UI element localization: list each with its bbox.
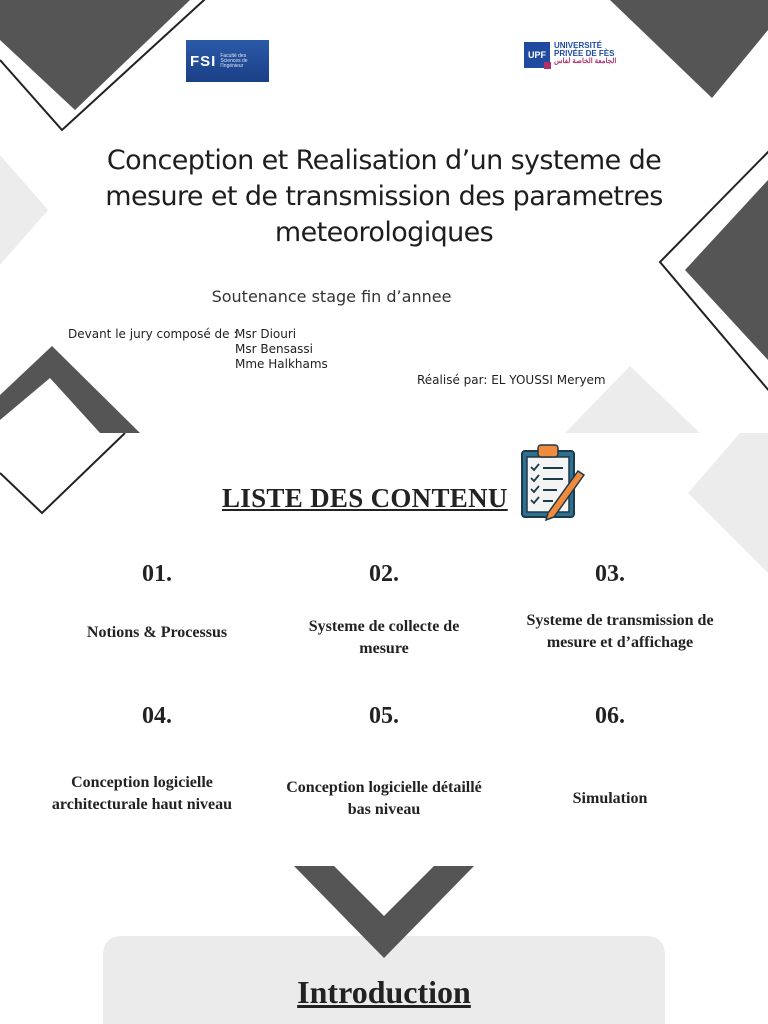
clipboard-checklist-icon — [518, 443, 586, 521]
deco-shape — [610, 0, 768, 98]
item-label-03: Systeme de transmission de mesure et d’affichage — [526, 612, 714, 651]
upf-logo-mark — [544, 62, 551, 69]
fsi-logo — [186, 40, 269, 82]
author: Réalisé par: EL YOUSSI Meryem — [417, 373, 606, 387]
deco-shape — [0, 433, 125, 513]
jury-member: Msr Diouri — [235, 327, 297, 341]
presentation-title: Conception et Realisation d’un systeme de mesure et de transmission des parametres meteorologiques — [105, 145, 663, 248]
presentation-subtitle: Soutenance stage fin d’annee — [211, 287, 452, 306]
item-number-05: 05. — [369, 703, 399, 729]
upf-logo — [524, 42, 618, 72]
jury-member: Mme Halkhams — [235, 357, 328, 371]
introduction-slide — [0, 866, 768, 1024]
deco-shape — [688, 433, 768, 573]
item-label-02: Systeme de collecte de mesure — [308, 618, 460, 657]
jury-label: Devant le jury composé de : — [68, 327, 238, 341]
upf-logo-line2: PRIVÉE DE FÈS — [554, 49, 615, 58]
contents-heading: LISTE DES CONTENU — [222, 483, 508, 513]
title-slide — [0, 0, 768, 433]
upf-logo-abbr: UPF — [524, 42, 550, 68]
fsi-logo-text: Faculté des Sciences de l'Ingénieur — [220, 52, 248, 69]
jury-member: Msr Bensassi — [235, 342, 314, 356]
item-number-02: 02. — [369, 561, 399, 587]
item-label-01: Notions & Processus — [86, 624, 228, 641]
item-number-04: 04. — [142, 703, 172, 729]
introduction-heading: Introduction — [297, 974, 471, 1010]
upf-logo-line1: UNIVERSITÉ — [554, 41, 603, 50]
upf-logo-arabic: الجامعة الخاصة لفاس — [554, 58, 617, 65]
item-label-05: Conception logicielle détaillé bas niveau — [286, 779, 482, 818]
item-label-06: Simulation — [572, 790, 648, 807]
item-number-03: 03. — [595, 561, 625, 587]
jury-list — [235, 327, 328, 372]
item-number-06: 06. — [595, 703, 625, 729]
deco-shape — [685, 180, 768, 360]
contents-slide — [0, 433, 768, 866]
item-number-01: 01. — [142, 561, 172, 587]
item-label-04: Conception logicielle architecturale haut niveau — [51, 774, 233, 813]
fsi-logo-abbr: FSI — [190, 52, 217, 70]
deco-shape — [0, 155, 48, 265]
